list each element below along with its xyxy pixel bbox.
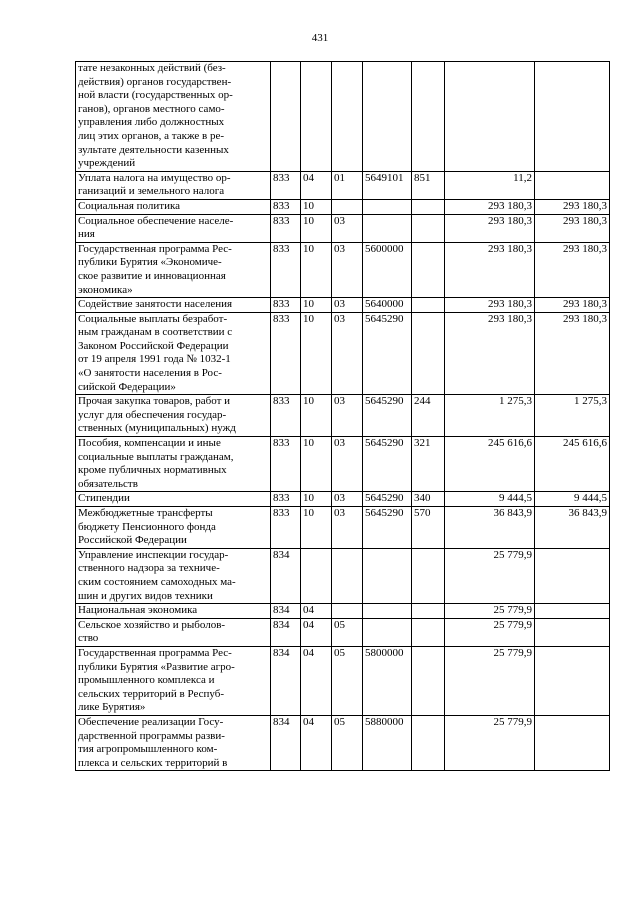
row-sum2-cell: [535, 715, 610, 770]
row-sum1-cell: 245 616,6: [445, 437, 535, 492]
row-code-cell: 833: [271, 171, 301, 199]
row-type-cell: [412, 646, 445, 715]
row-target-cell: 5640000: [363, 298, 412, 313]
row-name-cell: Содействие занятости населения: [76, 298, 271, 313]
row-subsection-cell: 05: [332, 715, 363, 770]
row-sum1-cell: 1 275,3: [445, 395, 535, 437]
row-name-cell: Социальная политика: [76, 199, 271, 214]
row-subsection-cell: 03: [332, 437, 363, 492]
table-row: [76, 242, 610, 297]
row-sum2-cell: 293 180,3: [535, 199, 610, 214]
row-code-cell: 833: [271, 437, 301, 492]
row-sum2-cell: 36 843,9: [535, 507, 610, 549]
row-sum1-cell: 25 779,9: [445, 618, 535, 646]
table-row: [76, 604, 610, 619]
row-type-cell: [412, 199, 445, 214]
budget-table: [75, 61, 610, 771]
row-section-cell: 04: [301, 646, 332, 715]
row-subsection-cell: 03: [332, 395, 363, 437]
row-target-cell: 5645290: [363, 395, 412, 437]
row-name-cell: Социальные выплаты безработ- ным гражданам в соответствии с Законом Российской Федерации от 19 апреля 1991 года № 1032-1 «О занятости населения в Рос- сийской Федерации»: [76, 312, 271, 395]
row-type-cell: 340: [412, 492, 445, 507]
row-sum2-cell: 293 180,3: [535, 312, 610, 395]
row-sum2-cell: 245 616,6: [535, 437, 610, 492]
row-sum2-cell: 293 180,3: [535, 298, 610, 313]
row-subsection-cell: 03: [332, 312, 363, 395]
row-target-cell: 5880000: [363, 715, 412, 770]
row-section-cell: 10: [301, 507, 332, 549]
row-sum1-cell: 25 779,9: [445, 604, 535, 619]
page-number: 431: [311, 32, 329, 44]
row-sum1-cell: 9 444,5: [445, 492, 535, 507]
row-code-cell: 833: [271, 199, 301, 214]
row-subsection-cell: 03: [332, 507, 363, 549]
row-sum1-cell: 25 779,9: [445, 548, 535, 603]
row-section-cell: 10: [301, 437, 332, 492]
row-name-cell: Стипендии: [76, 492, 271, 507]
row-subsection-cell: 03: [332, 242, 363, 297]
row-target-cell: 5645290: [363, 312, 412, 395]
row-subsection-cell: 03: [332, 298, 363, 313]
row-subsection-cell: [332, 604, 363, 619]
row-name-cell: Прочая закупка товаров, работ и услуг для обеспечения государ- ственных (муниципальных) нужд: [76, 395, 271, 437]
row-code-cell: 834: [271, 715, 301, 770]
table-row: [76, 171, 610, 199]
row-sum2-cell: 1 275,3: [535, 395, 610, 437]
row-section-cell: 10: [301, 199, 332, 214]
row-section-cell: [301, 62, 332, 172]
row-type-cell: 244: [412, 395, 445, 437]
row-name-cell: Управление инспекции государ- ственного надзора за техниче- ским состоянием самоходных ма- шин и других видов техники: [76, 548, 271, 603]
table-row: [76, 492, 610, 507]
row-name-cell: Пособия, компенсации и иные социальные выплаты гражданам, кроме публичных нормативных обязательств: [76, 437, 271, 492]
row-name-cell: Государственная программа Рес- публики Бурятия «Развитие агро- промышленного комплекса и сельских территорий в Респуб- лике Бурятия»: [76, 646, 271, 715]
row-subsection-cell: 03: [332, 492, 363, 507]
row-name-cell: Государственная программа Рес- публики Бурятия «Экономиче- ское развитие и инновационная экономика»: [76, 242, 271, 297]
row-target-cell: [363, 199, 412, 214]
row-name-cell: Сельское хозяйство и рыболов- ство: [76, 618, 271, 646]
row-code-cell: 833: [271, 492, 301, 507]
row-section-cell: 10: [301, 312, 332, 395]
row-sum1-cell: 293 180,3: [445, 298, 535, 313]
row-sum2-cell: [535, 646, 610, 715]
row-name-cell: Межбюджетные трансферты бюджету Пенсионного фонда Российской Федерации: [76, 507, 271, 549]
row-type-cell: [412, 214, 445, 242]
row-code-cell: 834: [271, 618, 301, 646]
table-row: [76, 437, 610, 492]
row-subsection-cell: 05: [332, 618, 363, 646]
table-row: [76, 395, 610, 437]
table-row: [76, 507, 610, 549]
row-sum2-cell: 293 180,3: [535, 214, 610, 242]
row-target-cell: 5645290: [363, 437, 412, 492]
row-name-cell: Социальное обеспечение населе- ния: [76, 214, 271, 242]
row-section-cell: 10: [301, 214, 332, 242]
row-name-cell: Национальная экономика: [76, 604, 271, 619]
table-row: [76, 312, 610, 395]
row-subsection-cell: 03: [332, 214, 363, 242]
row-type-cell: 851: [412, 171, 445, 199]
row-target-cell: 5800000: [363, 646, 412, 715]
row-sum2-cell: 9 444,5: [535, 492, 610, 507]
row-sum1-cell: 293 180,3: [445, 214, 535, 242]
row-sum2-cell: [535, 171, 610, 199]
row-subsection-cell: [332, 62, 363, 172]
row-section-cell: 04: [301, 618, 332, 646]
row-code-cell: 833: [271, 312, 301, 395]
row-subsection-cell: [332, 199, 363, 214]
table-row: [76, 646, 610, 715]
row-sum1-cell: 293 180,3: [445, 199, 535, 214]
row-target-cell: 5645290: [363, 507, 412, 549]
row-sum1-cell: [445, 62, 535, 172]
table-row: [76, 715, 610, 770]
row-target-cell: 5600000: [363, 242, 412, 297]
row-sum1-cell: 11,2: [445, 171, 535, 199]
row-code-cell: 834: [271, 604, 301, 619]
row-sum2-cell: [535, 548, 610, 603]
row-code-cell: 833: [271, 298, 301, 313]
row-type-cell: [412, 242, 445, 297]
row-section-cell: 04: [301, 171, 332, 199]
row-section-cell: [301, 548, 332, 603]
table-row: [76, 298, 610, 313]
table-row: [76, 199, 610, 214]
row-target-cell: [363, 604, 412, 619]
row-target-cell: [363, 618, 412, 646]
row-code-cell: 833: [271, 242, 301, 297]
row-target-cell: [363, 548, 412, 603]
row-type-cell: [412, 312, 445, 395]
table-row: [76, 618, 610, 646]
row-type-cell: [412, 604, 445, 619]
row-section-cell: 10: [301, 298, 332, 313]
row-subsection-cell: 05: [332, 646, 363, 715]
row-sum1-cell: 36 843,9: [445, 507, 535, 549]
row-target-cell: [363, 62, 412, 172]
row-subsection-cell: [332, 548, 363, 603]
row-name-cell: Уплата налога на имущество ор- ганизаций и земельного налога: [76, 171, 271, 199]
row-type-cell: [412, 62, 445, 172]
row-type-cell: 321: [412, 437, 445, 492]
row-sum2-cell: 293 180,3: [535, 242, 610, 297]
row-type-cell: 570: [412, 507, 445, 549]
row-section-cell: 04: [301, 715, 332, 770]
table-row: [76, 548, 610, 603]
row-sum1-cell: 25 779,9: [445, 646, 535, 715]
row-target-cell: 5645290: [363, 492, 412, 507]
row-section-cell: 04: [301, 604, 332, 619]
row-code-cell: [271, 62, 301, 172]
row-type-cell: [412, 298, 445, 313]
row-type-cell: [412, 618, 445, 646]
table-row: [76, 62, 610, 172]
row-sum1-cell: 293 180,3: [445, 242, 535, 297]
row-sum2-cell: [535, 604, 610, 619]
budget-table-body: [76, 62, 610, 771]
row-target-cell: [363, 214, 412, 242]
row-section-cell: 10: [301, 395, 332, 437]
row-sum2-cell: [535, 618, 610, 646]
row-code-cell: 833: [271, 395, 301, 437]
row-type-cell: [412, 715, 445, 770]
row-code-cell: 833: [271, 214, 301, 242]
row-subsection-cell: 01: [332, 171, 363, 199]
row-section-cell: 10: [301, 492, 332, 507]
table-row: [76, 214, 610, 242]
row-type-cell: [412, 548, 445, 603]
row-name-cell: тате незаконных действий (без- действия) органов государствен- ной власти (государственных ор- ганов), органов местного само- управления либо должностных лиц этих органов, а также в ре- зультате деятельности казенных учреждений: [76, 62, 271, 172]
row-sum2-cell: [535, 62, 610, 172]
row-code-cell: 834: [271, 548, 301, 603]
row-sum1-cell: 293 180,3: [445, 312, 535, 395]
row-sum1-cell: 25 779,9: [445, 715, 535, 770]
row-code-cell: 834: [271, 646, 301, 715]
row-section-cell: 10: [301, 242, 332, 297]
row-code-cell: 833: [271, 507, 301, 549]
row-target-cell: 5649101: [363, 171, 412, 199]
row-name-cell: Обеспечение реализации Госу- дарственной программы разви- тия агропромышленного ком- плекса и сельских территорий в: [76, 715, 271, 770]
